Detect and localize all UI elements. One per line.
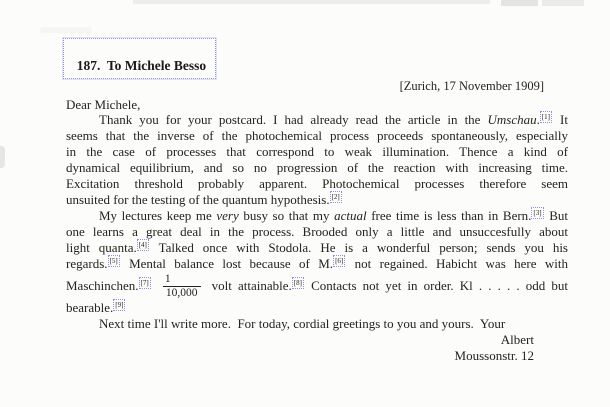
- footnote-marker[interactable]: [2]: [331, 193, 340, 201]
- footnote-marker[interactable]: [5]: [109, 257, 118, 265]
- paragraph: [66, 112, 568, 208]
- italic-text: actual: [334, 208, 367, 223]
- letter-body: [66, 112, 568, 364]
- footnote-marker[interactable]: [3]: [533, 209, 542, 217]
- text-line: unsuited for the testing of the quantum hypothesis. [2]: [66, 192, 340, 207]
- scan-artifact-box: [542, 0, 584, 6]
- text-line: Maschinchen. [7] $\frac{1}{10,000}$ volt attainable. [8] Contacts not yet in order. Kl . . . . . odd but: [66, 272, 569, 299]
- scan-artifact-bar: [133, 0, 490, 4]
- closing-block: [66, 332, 568, 364]
- text-line: light quanta. [4] Talked once with Stodola. He is a wonderful person; sends you his: [66, 240, 568, 255]
- text-line: bearable. [9]: [66, 300, 124, 315]
- letter-title: 187. To Michele Besso: [76, 58, 207, 73]
- paragraph: [66, 208, 568, 316]
- signature: Albert: [500, 332, 534, 347]
- text-line: Next time I'll write more. For today, cordial greetings to you and yours. Your: [99, 316, 506, 331]
- text-line: seems that the inverse of the photochemical process proceeds spontaneously, especially: [66, 128, 568, 143]
- salutation: Dear Michele,: [66, 97, 141, 112]
- text-line: dynamical equilibrium, and so no progression of the reaction with increasing time.: [66, 160, 568, 175]
- scan-smudge: [40, 27, 92, 33]
- address: Moussonstr. 12: [454, 348, 534, 363]
- scan-artifact-box: [501, 0, 538, 6]
- italic-text: Umschau: [487, 112, 537, 127]
- text-line: regards. [5] Mental balance lost because of M. [6] not regained. Habicht was here with: [66, 256, 568, 271]
- text-line: in the case of processes that correspond to weak illumination. Thence a kind of: [66, 144, 568, 159]
- text-line: Excitation threshold probably apparent. Photochemical processes therefore seem: [66, 176, 568, 191]
- footnote-marker[interactable]: [7]: [140, 279, 149, 287]
- letter-title-box[interactable]: [63, 38, 216, 79]
- text-line: Thank you for your postcard. I had already read the article in the Umschau. [1] It: [99, 112, 568, 127]
- text-line: one learns a great deal in the process. Brooded only a little and unsuccesfully about: [66, 224, 568, 239]
- text-line: My lectures keep me very busy so that my actual free time is less than in Bern. [3] But: [99, 208, 568, 223]
- date-line: [Zurich, 17 November 1909]: [399, 79, 544, 93]
- fraction-denominator: 10,000: [163, 286, 201, 299]
- footnote-marker[interactable]: [9]: [115, 301, 124, 309]
- scan-edge-mark: [0, 146, 5, 168]
- paragraph: [66, 316, 568, 332]
- footnote-marker[interactable]: [1]: [541, 113, 551, 121]
- footnote-marker[interactable]: [4]: [138, 241, 147, 249]
- fraction: [163, 274, 201, 299]
- italic-text: very: [216, 208, 239, 223]
- footnote-marker[interactable]: [8]: [293, 279, 302, 287]
- footnote-marker[interactable]: [6]: [335, 257, 344, 265]
- fraction-numerator: 1: [164, 272, 171, 285]
